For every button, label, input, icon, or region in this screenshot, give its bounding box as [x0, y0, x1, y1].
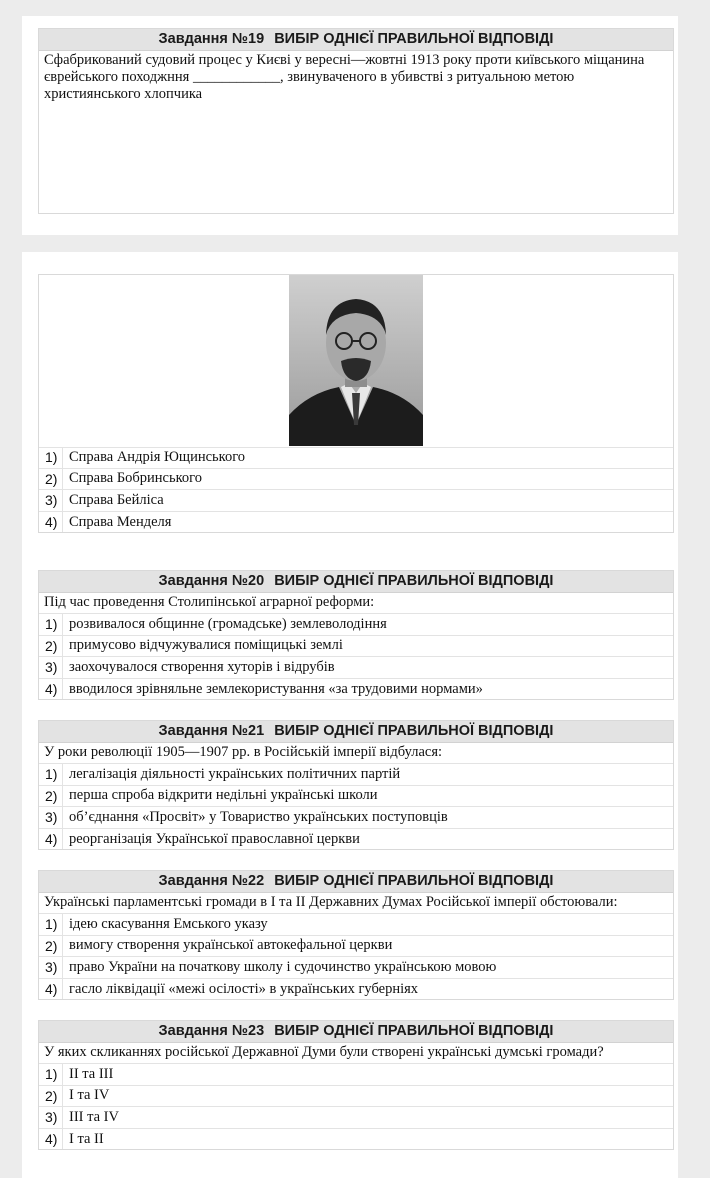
task-19-option-1[interactable]: 1) Справа Андрія Ющинського — [39, 447, 673, 469]
task-21-option-1[interactable]: 1) легалізація діяльності українських політичних партій — [39, 764, 673, 786]
task-20-option-1[interactable]: 1) розвивалося общинне (громадське) землеволодіння — [39, 614, 673, 636]
task-20-option-3[interactable]: 3) заохочувалося створення хуторів і відрубів — [39, 657, 673, 679]
task-20-question: Під час проведення Столипінської аграрної реформи: — [39, 593, 673, 614]
task-22-option-3[interactable]: 3) право України на початкову школу і судочинство українською мовою — [39, 957, 673, 979]
task-type: ВИБІР ОДНІЄЇ ПРАВИЛЬНОЇ ВІДПОВІДІ — [274, 873, 554, 889]
task-22-question: Українські парламентські громади в І та ІІ Державних Думах Російської імперії обстоювали: — [39, 893, 673, 914]
task-type: ВИБІР ОДНІЄЇ ПРАВИЛЬНОЇ ВІДПОВІДІ — [274, 573, 554, 589]
task-23-header — [39, 1021, 673, 1043]
task-20-option-4[interactable]: 4) вводилося зрівняльне землекористування «за трудовими нормами» — [39, 679, 673, 700]
task-21 — [38, 720, 674, 850]
task-19-question: Сфабрикований судовий процес у Києві у вересні—жовтні 1913 року проти київського міщанина єврейського походжння ____________, звинуваченого в убивстві з ритуальною метою християнського хлопчика — [44, 52, 645, 102]
task-19-question-block — [38, 28, 674, 214]
task-23-option-4[interactable]: 4) І та ІІ — [39, 1129, 673, 1150]
task-number: Завдання №23 — [158, 1023, 265, 1039]
task-continuation-card — [22, 252, 678, 1178]
task-21-option-4[interactable]: 4) реорганізація Української православної церкви — [39, 829, 673, 850]
task-23 — [38, 1020, 674, 1150]
task-number: Завдання №19 — [158, 31, 265, 47]
task-number: Завдання №21 — [158, 723, 265, 739]
task-22-option-2[interactable]: 2) вимогу створення української автокефальної церкви — [39, 936, 673, 958]
task-19-option-3[interactable]: 3) Справа Бейліса — [39, 490, 673, 512]
portrait-area — [38, 274, 674, 448]
task-21-option-2[interactable]: 2) перша спроба відкрити недільні українські школи — [39, 786, 673, 808]
task-19-option-2[interactable]: 2) Справа Бобринського — [39, 469, 673, 491]
task-21-question: У роки революції 1905—1907 рр. в Російській імперії відбулася: — [39, 743, 673, 764]
task-21-option-3[interactable]: 3) об’єднання «Просвіт» у Товариство українських поступовців — [39, 807, 673, 829]
task-22 — [38, 870, 674, 1000]
task-type: ВИБІР ОДНІЄЇ ПРАВИЛЬНОЇ ВІДПОВІДІ — [274, 31, 554, 47]
task-type: ВИБІР ОДНІЄЇ ПРАВИЛЬНОЇ ВІДПОВІДІ — [274, 723, 554, 739]
task-number: Завдання №22 — [158, 873, 265, 889]
task-20-option-2[interactable]: 2) примусово відчужувалися поміщицькі землі — [39, 636, 673, 658]
task-21-header — [39, 721, 673, 743]
task-type: ВИБІР ОДНІЄЇ ПРАВИЛЬНОЇ ВІДПОВІДІ — [274, 1023, 554, 1039]
task-23-option-3[interactable]: 3) ІІІ та IV — [39, 1107, 673, 1129]
portrait-photo — [289, 275, 423, 446]
task-19-option-4[interactable]: 4) Справа Менделя — [39, 512, 673, 533]
task-number: Завдання №20 — [158, 573, 265, 589]
task-19-card — [22, 16, 678, 235]
task-23-option-2[interactable]: 2) І та IV — [39, 1086, 673, 1108]
task-19-options — [38, 447, 674, 533]
task-22-header — [39, 871, 673, 893]
task-19-header — [39, 29, 673, 51]
task-20-header — [39, 571, 673, 593]
task-22-option-4[interactable]: 4) гасло ліквідації «межі осілості» в українських губерніях — [39, 979, 673, 1000]
task-23-option-1[interactable]: 1) ІІ та ІІІ — [39, 1064, 673, 1086]
task-20 — [38, 570, 674, 700]
task-22-option-1[interactable]: 1) ідею скасування Емського указу — [39, 914, 673, 936]
task-23-question: У яких скликаннях російської Державної Думи були створені українські думські громади? — [39, 1043, 673, 1064]
